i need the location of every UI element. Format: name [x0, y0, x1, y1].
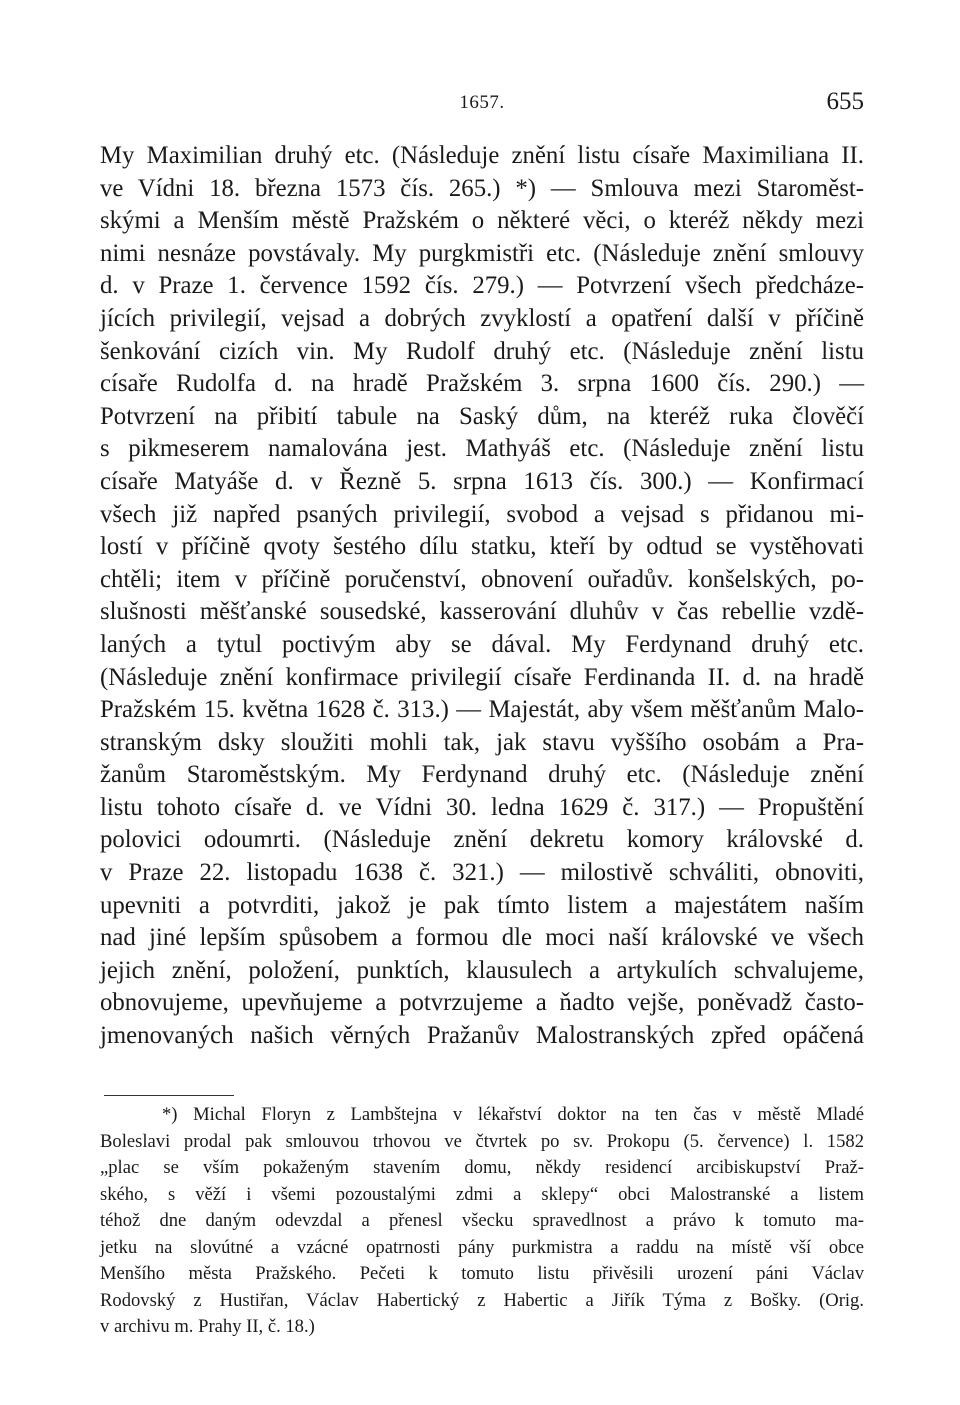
footnote-line: Boleslavi prodal pak smlouvou trhovou ve čtvrtek po sv. Prokopu (5. července) l. 1582 [100, 1130, 864, 1152]
body-line: d. v Praze 1. července 1592 čís. 279.) — Potvrzení všech předcháze- [100, 272, 864, 300]
footnote-line: „plac se vším pokaženým stavením domu, někdy residencí arcibiskupství Praž- [100, 1157, 864, 1178]
body-line: jících privilegií, vejsad a dobrých zvyklostí a opatření další v příčině [100, 304, 864, 332]
footnote-line: Rodovský z Hustiřan, Václav Habertický z Habertic a Jiřík Týma z Bošky. (Orig. [100, 1289, 864, 1311]
body-line: šenkování cizích vin. My Rudolf druhý etc. (Následuje znění listu [100, 337, 864, 365]
body-line: listu tohoto císaře d. ve Vídni 30. ledna 1629 č. 317.) — Propuštění [100, 793, 864, 821]
body-line: upevniti a potvrditi, jakož je pak tímto listem a majestátem naším [100, 891, 864, 919]
body-line: lostí v příčině qvoty šestého dílu statku, kteří by odtud se vystěhovati [100, 533, 864, 561]
body-line: císaře Rudolfa d. na hradě Pražském 3. srpna 1600 čís. 290.) — [100, 370, 864, 398]
body-line: laných a tytul poctivým aby se dával. My Ferdynand druhý etc. [100, 630, 864, 658]
body-line: všech již napřed psaných privilegií, svobod a vejsad s přidanou mi- [100, 500, 864, 528]
body-line: polovici odoumrti. (Následuje znění dekretu komory královské d. [100, 826, 864, 854]
page-number: 655 [826, 88, 864, 115]
body-line: Pražském 15. května 1628 č. 313.) — Majestát, aby všem měšťanům Malo- [100, 696, 864, 724]
footnote-line: Menšího města Pražského. Pečeti k tomuto listu přivěsili urození páni Václav [100, 1263, 864, 1284]
running-head-year: 1657. [459, 92, 505, 113]
body-line: nimi nesnáze povstávaly. My purgkmistři etc. (Následuje znění smlouvy [100, 239, 864, 267]
body-line: žanům Staroměstským. My Ferdynand druhý etc. (Následuje znění [100, 761, 864, 789]
body-line: s pikmeserem namalována jest. Mathyáš etc. (Následuje znění listu [100, 435, 864, 463]
footnote-line: téhož dne daným odevzdal a přenesl všecku spravedlnost a právo k tomuto ma- [100, 1210, 864, 1231]
body-line: (Následuje znění konfirmace privilegií císaře Ferdinanda II. d. na hradě [100, 663, 864, 691]
body-line: v Praze 22. listopadu 1638 č. 321.) — milostivě schváliti, obnoviti, [100, 859, 864, 887]
footnote-line: v archivu m. Prahy II, č. 18.) [100, 1316, 315, 1337]
footnote-line: ského, s věží i všemi pozoustalými zdmi a sklepy“ obci Malostranské a listem [100, 1183, 864, 1205]
footnote-divider [104, 1095, 234, 1096]
body-line: císaře Matyáše d. v Řezně 5. srpna 1613 čís. 300.) — Konfirmací [100, 467, 864, 495]
body-line: skými a Menším městě Pražském o některé věci, o kteréž někdy mezi [100, 207, 864, 235]
running-head [100, 88, 864, 118]
body-line: Potvrzení na přibití tabule na Saský dům, na kteréž ruka člověčí [100, 402, 864, 430]
body-line: nad jiné lepším spůsobem a formou dle moci naší královské ve všech [100, 924, 864, 952]
body-line: slušnosti měšťanské sousedské, kasserování dluhův v čas rebellie vzdě- [100, 598, 864, 626]
body-line: jejich znění, položení, punktích, klausulech a artykulích schvalujeme, [100, 956, 864, 984]
body-line: obnovujeme, upevňujeme a potvrzujeme a ňadto vejše, poněvadž často- [100, 989, 864, 1017]
body-line: My Maximilian druhý etc. (Následuje znění listu císaře Maximiliana II. [100, 142, 864, 169]
footnote-line: *) Michal Floryn z Lambštejna v lékařství doktor na ten čas v městě Mladé [162, 1104, 864, 1125]
body-line: ve Vídni 18. března 1573 čís. 265.) *) — Smlouva mezi Staroměst- [100, 174, 864, 202]
body-line: jmenovaných našich věrných Pražanův Malostranských zpřed opáčená [100, 1022, 864, 1050]
footnote [100, 1102, 864, 1341]
footnote-line: jetku na slovútné a vzácné opatrnosti pány purkmistra a raddu na místě vší obce [100, 1236, 864, 1258]
body-line: chtěli; item v příčině poručenství, obnovení ouřadův. konšelských, po- [100, 565, 864, 593]
body-text [100, 140, 864, 1053]
body-line: stranským dsky sloužiti mohli tak, jak stavu vyššího osobám a Pra- [100, 728, 864, 756]
